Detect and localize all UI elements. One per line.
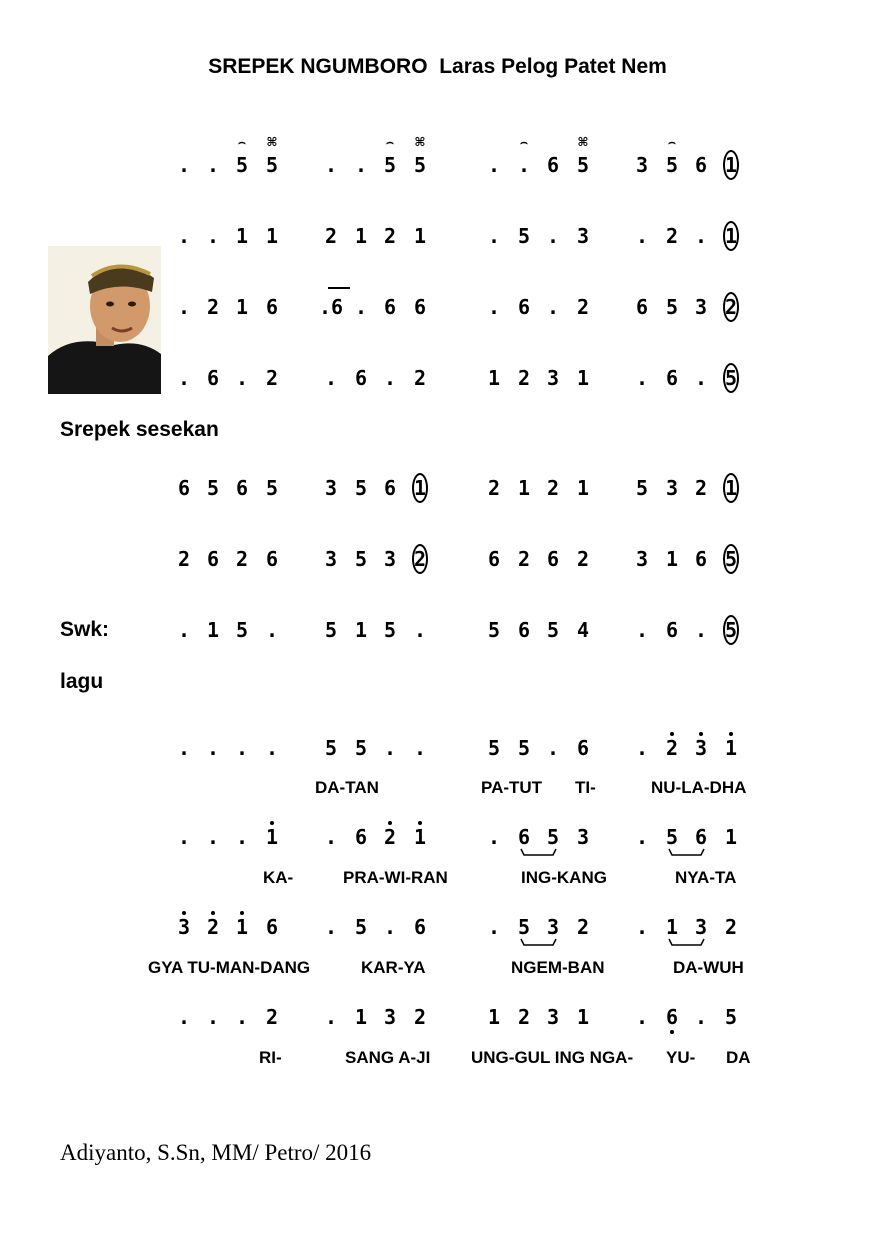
lagu-note: 1: [354, 1005, 368, 1029]
gong-arc-icon: ⌢: [668, 135, 676, 149]
footer-credit: Adiyanto, S.Sn, MM/ Petro/ 2016: [60, 1140, 372, 1165]
buka-note: 2: [576, 295, 590, 319]
lagu-note: 1: [487, 1005, 501, 1029]
buka-note: 2: [665, 224, 679, 248]
lagu-note: 2: [383, 825, 397, 849]
gong-circle: [723, 363, 739, 393]
buka-note: 5: [265, 153, 279, 177]
kempul-cross-icon: ⌘: [577, 135, 589, 149]
buka-note: 1: [265, 224, 279, 248]
sesekan-note: 2: [413, 547, 427, 571]
buka-note: 6: [265, 295, 279, 319]
buka-note: .: [206, 224, 220, 248]
lyric-syllable: TI-: [575, 778, 596, 797]
slur-tie: [667, 938, 706, 948]
buka-note: .: [177, 295, 191, 319]
buka-note: 3: [694, 295, 708, 319]
lagu-note: .: [694, 1005, 708, 1029]
lagu-note: .: [206, 825, 220, 849]
lagu-note: .: [324, 915, 338, 939]
buka-note: 1: [235, 224, 249, 248]
buka-note: .: [235, 366, 249, 390]
lagu-note: .: [487, 825, 501, 849]
sesekan-note: 1: [576, 476, 590, 500]
person-portrait-icon: [48, 246, 161, 394]
buka-note: 6: [413, 295, 427, 319]
lagu-note: .: [635, 825, 649, 849]
buka-note: .: [635, 224, 649, 248]
buka-note: 5: [413, 153, 427, 177]
buka-note: 5: [665, 153, 679, 177]
lagu-note: 2: [265, 1005, 279, 1029]
buka-note: 6: [665, 366, 679, 390]
buka-note: 6: [635, 295, 649, 319]
lagu-note: .: [206, 736, 220, 760]
lyric-syllable: DA: [726, 1048, 751, 1067]
lyric-syllable: UNG-GUL ING NGA-: [471, 1048, 634, 1067]
lagu-note: .: [265, 736, 279, 760]
lagu-note: 5: [354, 915, 368, 939]
sesekan-note: 6: [206, 547, 220, 571]
composer-photo: [48, 246, 161, 394]
buka-note: 6: [206, 366, 220, 390]
slur-tie: [519, 938, 558, 948]
suwuk-note: 6: [665, 618, 679, 642]
lagu-note: 6: [517, 825, 531, 849]
buka-note: .6: [318, 295, 344, 319]
buka-note: 1: [235, 295, 249, 319]
buka-note: 3: [576, 224, 590, 248]
buka-note: 1: [354, 224, 368, 248]
gong-arc-icon: ⌢: [238, 135, 246, 149]
lagu-note: 1: [265, 825, 279, 849]
gong-circle: [723, 615, 739, 645]
suwuk-note: .: [265, 618, 279, 642]
lagu-note: 3: [383, 1005, 397, 1029]
sesekan-note: 5: [354, 547, 368, 571]
lagu-note: .: [235, 825, 249, 849]
lagu-note: 5: [324, 736, 338, 760]
slur-tie: [519, 848, 558, 858]
sesekan-note: 3: [635, 547, 649, 571]
buka-note: .: [487, 153, 501, 177]
buka-note: .: [324, 366, 338, 390]
lyric-syllable: DA-WUH: [673, 958, 744, 977]
lagu-note: 1: [235, 915, 249, 939]
gong-circle: [412, 473, 428, 503]
lagu-note: 5: [487, 736, 501, 760]
lyric-syllable: NYA-TA: [675, 868, 737, 887]
lyric-syllable: PA-TUT: [481, 778, 543, 797]
octave-dot: [388, 821, 392, 825]
suwuk-note: .: [177, 618, 191, 642]
lagu-note: 2: [724, 915, 738, 939]
lagu-note: 1: [413, 825, 427, 849]
lagu-note: .: [413, 736, 427, 760]
sesekan-note: 2: [487, 476, 501, 500]
slur-tie: [667, 848, 706, 858]
lyric-syllable: DA-TAN: [315, 778, 379, 797]
lagu-note: 2: [576, 915, 590, 939]
sesekan-note: 1: [517, 476, 531, 500]
sesekan-note: 3: [665, 476, 679, 500]
lagu-note: 3: [694, 915, 708, 939]
sesekan-note: 6: [265, 547, 279, 571]
lagu-note: 2: [413, 1005, 427, 1029]
section-label-lagu: lagu: [60, 670, 104, 693]
suwuk-note: 1: [354, 618, 368, 642]
lagu-note: 6: [413, 915, 427, 939]
buka-note: .: [694, 224, 708, 248]
kempul-cross-icon: ⌘: [266, 135, 278, 149]
lyric-syllable: KAR-YA: [361, 958, 426, 977]
buka-note: 2: [517, 366, 531, 390]
buka-note: 1: [487, 366, 501, 390]
lyric-syllable: NGEM-BAN: [511, 958, 605, 977]
octave-dot: [729, 732, 733, 736]
lagu-note: 5: [354, 736, 368, 760]
lagu-note: 3: [694, 736, 708, 760]
octave-dot: [182, 911, 186, 915]
buka-note: 2: [206, 295, 220, 319]
gong-circle: [723, 150, 739, 180]
lyric-syllable: ING-KANG: [521, 868, 607, 887]
lyric-syllable: PRA-WI-RAN: [343, 868, 448, 887]
gong-circle: [412, 544, 428, 574]
lagu-note: .: [383, 736, 397, 760]
lagu-note: 5: [546, 825, 560, 849]
octave-dot: [418, 821, 422, 825]
lagu-note: 6: [694, 825, 708, 849]
buka-note: .: [635, 366, 649, 390]
buka-note: .: [354, 153, 368, 177]
buka-note: .: [487, 295, 501, 319]
suwuk-note: .: [635, 618, 649, 642]
lagu-note: 3: [546, 915, 560, 939]
sesekan-note: 5: [354, 476, 368, 500]
sesekan-note: 3: [383, 547, 397, 571]
lagu-note: 2: [517, 1005, 531, 1029]
lagu-note: 5: [724, 1005, 738, 1029]
section-label-sesekan: Srepek sesekan: [60, 418, 219, 441]
gong-circle: [723, 292, 739, 322]
lagu-note: 2: [665, 736, 679, 760]
lyric-syllable: YU-: [666, 1048, 696, 1067]
sesekan-note: 5: [724, 547, 738, 571]
lagu-note: .: [635, 1005, 649, 1029]
lagu-note: 6: [665, 1005, 679, 1029]
buka-note: .: [517, 153, 531, 177]
lyric-syllable: GYA TU-MAN-DANG: [148, 958, 311, 977]
octave-dot: [211, 911, 215, 915]
sesekan-note: 6: [546, 547, 560, 571]
suwuk-note: 5: [487, 618, 501, 642]
gong-circle: [723, 544, 739, 574]
sesekan-note: 1: [724, 476, 738, 500]
buka-note: 6: [354, 366, 368, 390]
suwuk-note: 5: [546, 618, 560, 642]
lagu-note: .: [206, 1005, 220, 1029]
sesekan-note: 1: [413, 476, 427, 500]
buka-note: 3: [546, 366, 560, 390]
octave-dot: [240, 911, 244, 915]
buka-note: 2: [265, 366, 279, 390]
suwuk-note: .: [413, 618, 427, 642]
lyric-syllable: KA-: [263, 868, 294, 887]
suwuk-note: 6: [517, 618, 531, 642]
buka-note: 5: [235, 153, 249, 177]
octave-dot: [270, 821, 274, 825]
sesekan-note: 1: [665, 547, 679, 571]
buka-note: 1: [576, 366, 590, 390]
buka-note: .: [324, 153, 338, 177]
suwuk-note: 5: [383, 618, 397, 642]
buka-note: 2: [383, 224, 397, 248]
sesekan-note: 5: [206, 476, 220, 500]
lagu-note: .: [635, 736, 649, 760]
page-title: SREPEK NGUMBORO Laras Pelog Patet Nem: [208, 55, 667, 78]
buka-note: 5: [576, 153, 590, 177]
lagu-note: .: [177, 736, 191, 760]
lagu-note: .: [324, 1005, 338, 1029]
buka-note: 1: [413, 224, 427, 248]
lagu-note: 3: [546, 1005, 560, 1029]
sesekan-note: 6: [487, 547, 501, 571]
buka-note: 5: [724, 366, 738, 390]
buka-note: 5: [517, 224, 531, 248]
buka-note: .: [206, 153, 220, 177]
sesekan-note: 6: [177, 476, 191, 500]
lyric-syllable: RI-: [259, 1048, 282, 1067]
buka-note: .: [177, 224, 191, 248]
gong-arc-icon: ⌢: [386, 135, 394, 149]
lagu-note: .: [177, 1005, 191, 1029]
buka-note: 5: [665, 295, 679, 319]
buka-note: .: [546, 224, 560, 248]
sesekan-note: 5: [265, 476, 279, 500]
lagu-note: 6: [265, 915, 279, 939]
sesekan-note: 6: [694, 547, 708, 571]
buka-note: 2: [413, 366, 427, 390]
lagu-note: 5: [665, 825, 679, 849]
lyric-syllable: SANG A-JI: [345, 1048, 431, 1067]
buka-note: .: [354, 295, 368, 319]
buka-note: 1: [724, 153, 738, 177]
buka-note: 6: [694, 153, 708, 177]
lagu-note: 5: [517, 915, 531, 939]
section-label-swk: Swk:: [60, 618, 110, 641]
suwuk-note: 5: [235, 618, 249, 642]
sesekan-note: 2: [517, 547, 531, 571]
sesekan-note: 5: [635, 476, 649, 500]
gong-arc-icon: ⌢: [520, 135, 528, 149]
buka-note: 6: [546, 153, 560, 177]
lagu-note: 1: [724, 736, 738, 760]
sesekan-note: 6: [383, 476, 397, 500]
suwuk-note: 4: [576, 618, 590, 642]
buka-note: .: [177, 366, 191, 390]
lagu-note: .: [324, 825, 338, 849]
lagu-note: 6: [576, 736, 590, 760]
lagu-note: .: [235, 1005, 249, 1029]
sesekan-note: 2: [177, 547, 191, 571]
buka-note: 2: [724, 295, 738, 319]
buka-note: 6: [383, 295, 397, 319]
lagu-note: 1: [724, 825, 738, 849]
octave-dot: [670, 1030, 674, 1034]
buka-note: .: [487, 224, 501, 248]
buka-note: 2: [324, 224, 338, 248]
lagu-note: 3: [576, 825, 590, 849]
lagu-note: 2: [206, 915, 220, 939]
suwuk-note: .: [694, 618, 708, 642]
sesekan-note: 3: [324, 547, 338, 571]
overbar: [328, 287, 350, 289]
lagu-note: .: [177, 825, 191, 849]
lagu-note: .: [546, 736, 560, 760]
buka-note: 6: [517, 295, 531, 319]
lyric-syllable: NU-LA-DHA: [651, 778, 747, 797]
sesekan-note: 2: [576, 547, 590, 571]
lagu-note: 6: [354, 825, 368, 849]
octave-dot: [699, 732, 703, 736]
buka-note: .: [177, 153, 191, 177]
kempul-cross-icon: ⌘: [414, 135, 426, 149]
lagu-note: 1: [665, 915, 679, 939]
lagu-note: .: [235, 736, 249, 760]
sesekan-note: 6: [235, 476, 249, 500]
suwuk-note: 5: [724, 618, 738, 642]
buka-note: 3: [635, 153, 649, 177]
suwuk-note: 5: [324, 618, 338, 642]
sesekan-note: 2: [235, 547, 249, 571]
buka-note: .: [383, 366, 397, 390]
lagu-note: 1: [576, 1005, 590, 1029]
buka-note: 5: [383, 153, 397, 177]
buka-note: 1: [724, 224, 738, 248]
octave-dot: [670, 732, 674, 736]
lagu-note: .: [383, 915, 397, 939]
buka-note: .: [546, 295, 560, 319]
lagu-note: 3: [177, 915, 191, 939]
lagu-note: 5: [517, 736, 531, 760]
gong-circle: [723, 473, 739, 503]
buka-note: .: [694, 366, 708, 390]
sesekan-note: 3: [324, 476, 338, 500]
lagu-note: .: [635, 915, 649, 939]
suwuk-note: 1: [206, 618, 220, 642]
gong-circle: [723, 221, 739, 251]
lagu-note: .: [487, 915, 501, 939]
sesekan-note: 2: [694, 476, 708, 500]
sesekan-note: 2: [546, 476, 560, 500]
